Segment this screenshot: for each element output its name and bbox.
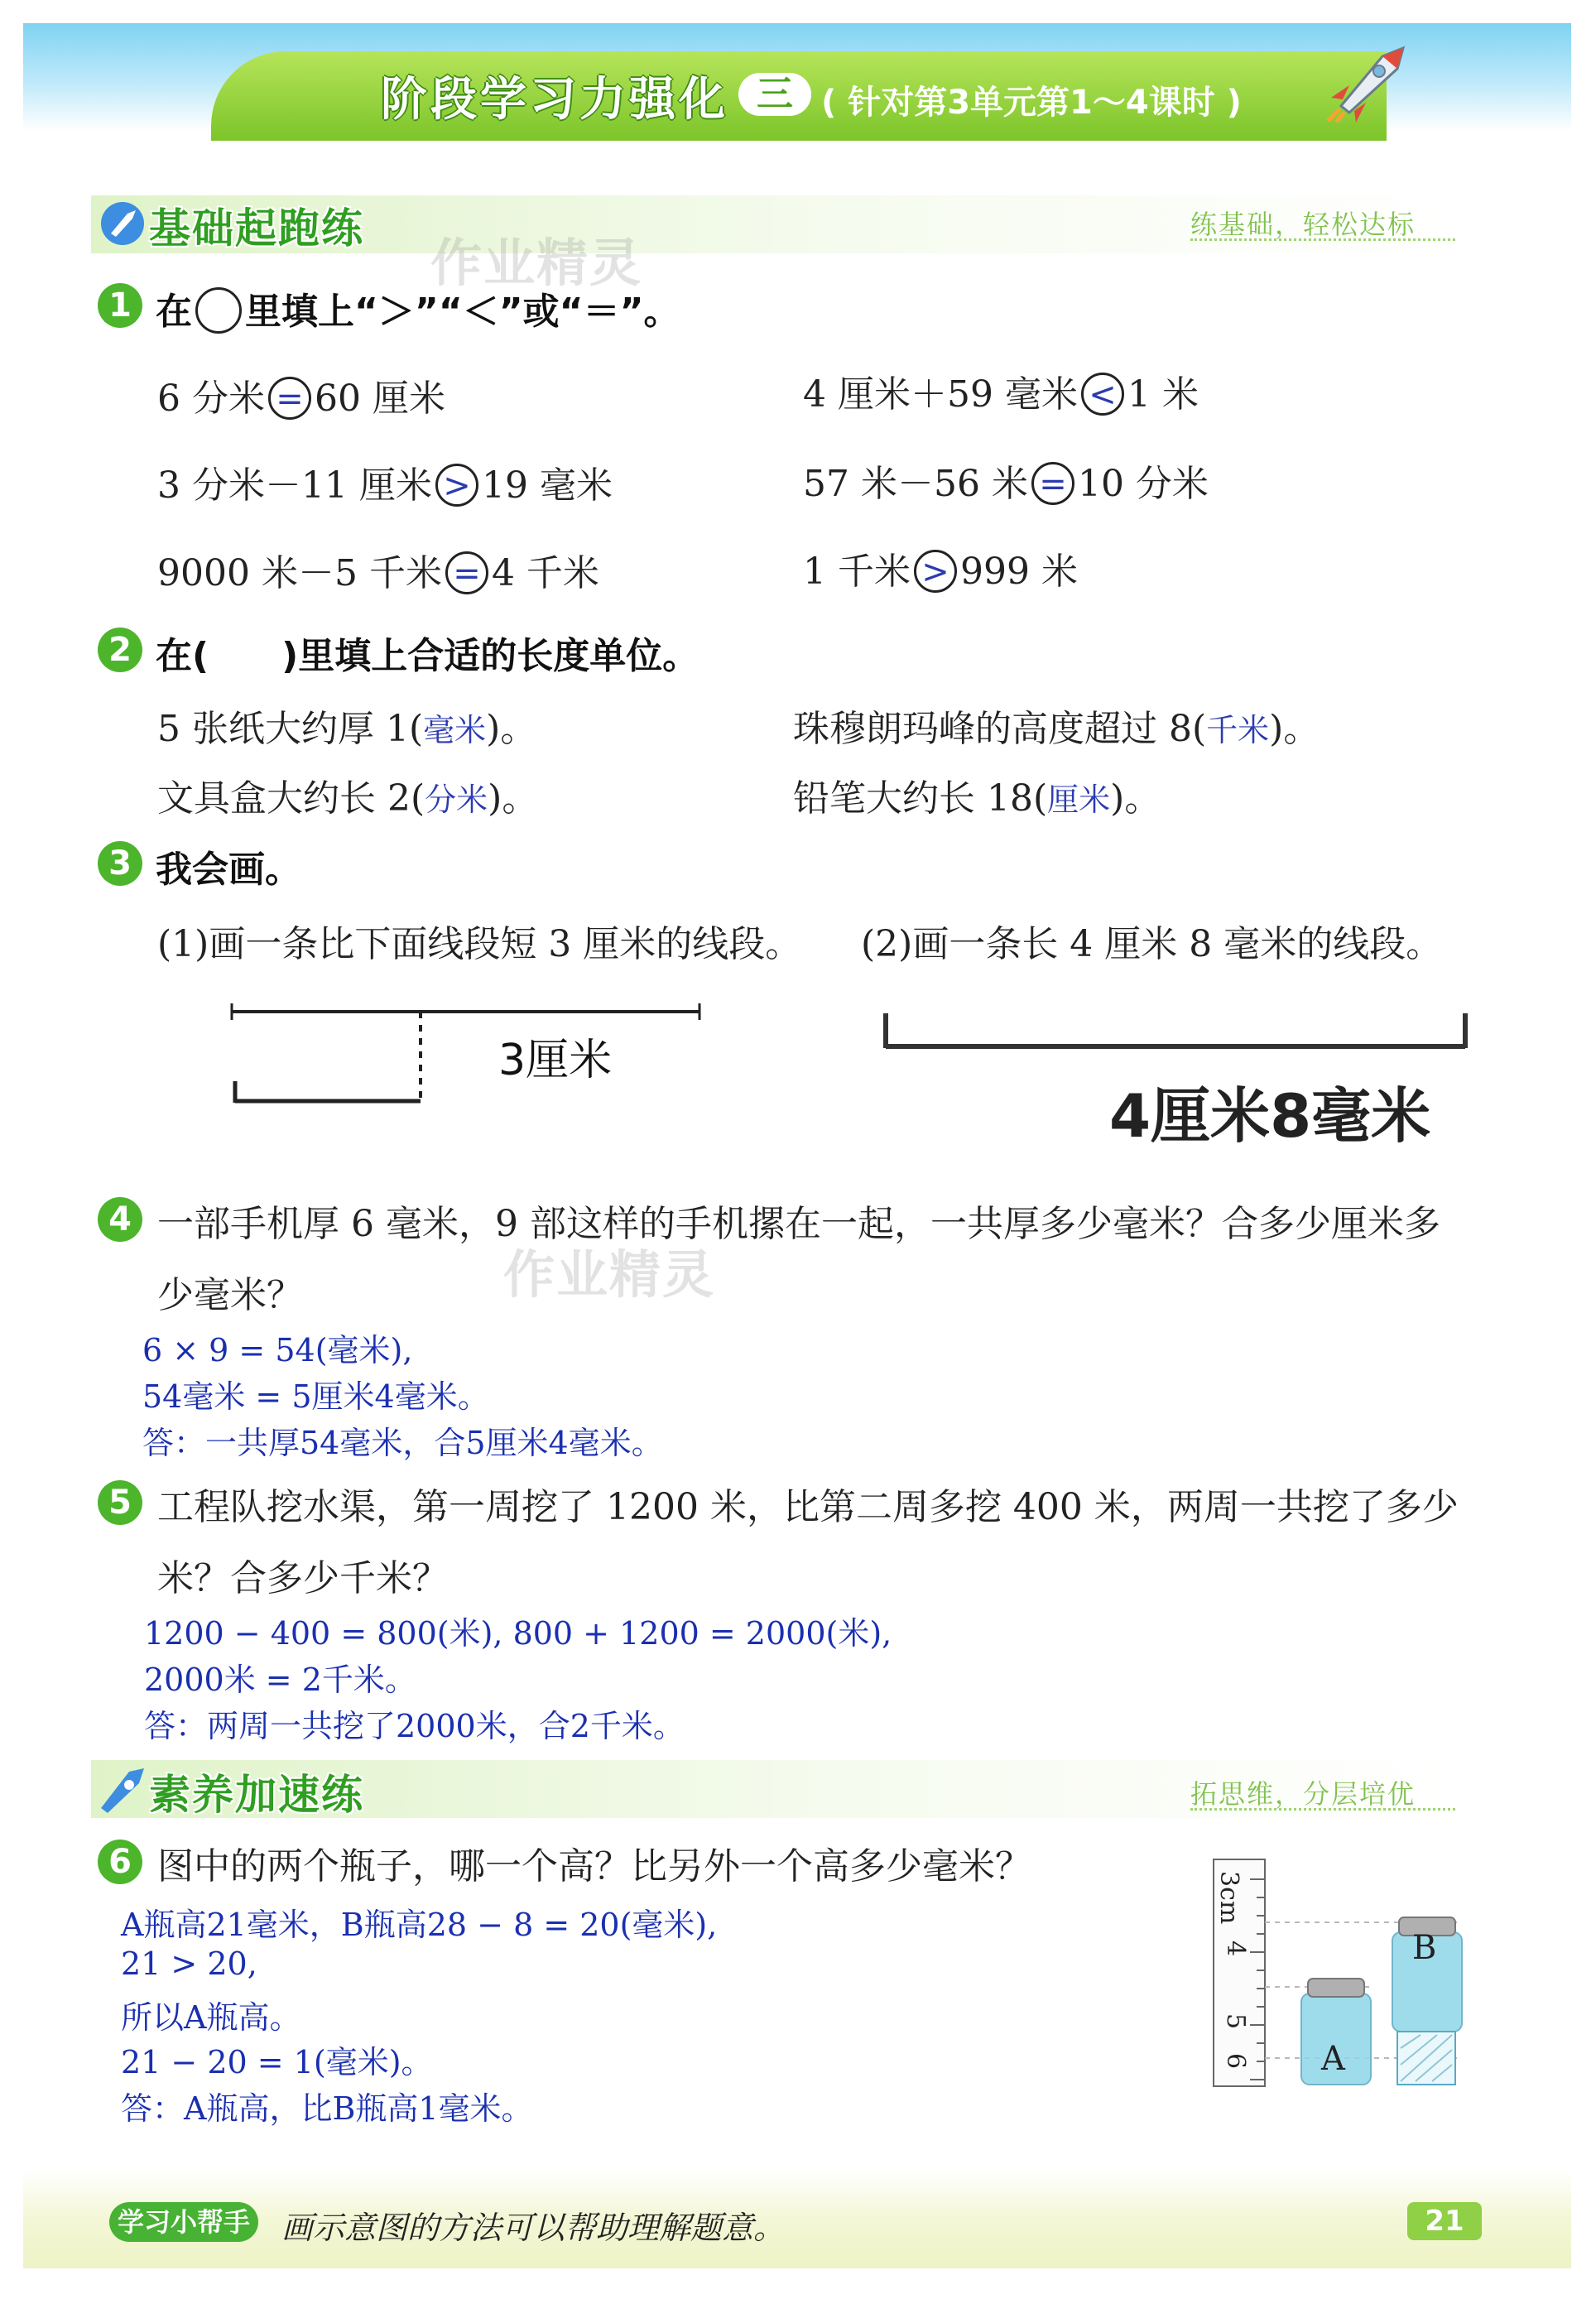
compare-left: 57 米－56 米	[803, 463, 1028, 505]
divider	[1190, 238, 1455, 241]
segment-label-2: 4厘米8毫米	[1109, 1081, 1431, 1151]
question-text: 图中的两个瓶子，哪一个高？比另外一个高多少毫米？	[157, 1845, 1031, 1888]
filled-answer: 厘米	[1047, 782, 1111, 818]
item-text: )。	[488, 777, 539, 820]
question-number: 5	[98, 1480, 142, 1525]
compare-item	[157, 543, 599, 598]
answer-line: 答：一共厚54毫米，合5厘米4毫米。	[142, 1425, 663, 1461]
compare-right: 10 分米	[1077, 463, 1209, 505]
item-text: 铅笔大约长 18(	[793, 777, 1048, 820]
answer-line: A瓶高21毫米，B瓶高28 − 8 = 20(毫米),	[121, 1907, 718, 1943]
ruler-label: 3cm	[1214, 1871, 1243, 1925]
compare-left: 4 厘米＋59 毫米	[803, 373, 1078, 416]
section-title-advanced: 素养加速练	[149, 1771, 364, 1819]
compare-item	[157, 368, 445, 423]
bottle-b-label: B	[1412, 1929, 1437, 1967]
compare-right: 60 厘米	[314, 378, 445, 420]
answer-line: 答：两周一共挖了2000米，合2千米。	[144, 1708, 685, 1744]
compare-right: 19 毫米	[481, 464, 613, 507]
question-text: 一部手机厚 6 毫米，9 部这样的手机摞在一起，一共厚多少毫米？合多少厘米多	[157, 1203, 1440, 1245]
answer-line: 6 × 9 = 54(毫米),	[142, 1332, 413, 1368]
compare-sign: =	[268, 377, 311, 420]
compare-sign: =	[445, 551, 488, 594]
item-text: )。	[1269, 708, 1320, 750]
watermark: 作业精灵	[503, 1244, 716, 1305]
item-text: 5 张纸大约厚 1(	[157, 708, 424, 750]
compare-item	[803, 541, 1078, 596]
question-text: 工程队挖水渠，第一周挖了 1200 米，比第二周多挖 400 米，两周一共挖了多少	[157, 1486, 1459, 1528]
answer-line: 所以A瓶高。	[121, 1999, 301, 2036]
question-prompt: 在( )里填上合适的长度单位。	[156, 635, 699, 677]
question-number: 1	[98, 283, 142, 328]
draw-subquestion-2: (2)画一条长 4 厘米 8 毫米的线段。	[861, 923, 1443, 965]
prompt-text: 在	[156, 291, 192, 333]
compare-right: 1 米	[1127, 373, 1199, 416]
question-number: 4	[98, 1197, 142, 1242]
item-text: )。	[1110, 777, 1161, 820]
compare-item	[803, 454, 1209, 508]
filled-answer: 分米	[425, 782, 488, 818]
answer-line: 2000米 = 2千米。	[144, 1662, 416, 1698]
answer-line: 1200 − 400 = 800(米), 800 + 1200 = 2000(米),	[144, 1615, 892, 1652]
rocket-badge-icon	[98, 199, 147, 248]
unit-item	[793, 768, 1161, 821]
section-tag-advanced: 拓思维，分层培优	[1190, 1778, 1416, 1810]
section-tag-basic: 练基础，轻松达标	[1190, 209, 1416, 240]
page-subtitle: ( 针对第3单元第1～4课时 )	[821, 84, 1242, 122]
prompt-text: 里填上“＞”“＜”或“＝”。	[245, 291, 680, 333]
rocket-badge-icon	[96, 1765, 151, 1815]
unit-item	[793, 699, 1320, 752]
helper-badge: 学习小帮手	[109, 2202, 258, 2242]
compare-sign: =	[1031, 462, 1074, 505]
ruler-label: 6	[1221, 2053, 1250, 2070]
compare-right: 999 米	[959, 551, 1078, 593]
item-text: )。	[486, 708, 537, 750]
item-text: 珠穆朗玛峰的高度超过 8(	[793, 708, 1207, 750]
answer-line: 21 > 20,	[121, 1945, 257, 1982]
segment-label-1: 3厘米	[498, 1036, 613, 1085]
question-prompt: 我会画。	[156, 849, 301, 891]
filled-answer: 毫米	[423, 712, 487, 748]
divider	[1190, 1808, 1455, 1811]
compare-left: 1 千米	[803, 551, 911, 593]
question-prompt	[156, 281, 680, 337]
filled-answer: 千米	[1206, 712, 1270, 748]
question-text: 少毫米？	[157, 1274, 303, 1316]
compare-item	[157, 455, 613, 510]
unit-item	[157, 699, 536, 752]
compare-sign: >	[914, 550, 957, 593]
question-number: 3	[98, 841, 142, 886]
item-text: 文具盒大约长 2(	[157, 777, 425, 820]
blank-circle	[195, 287, 242, 334]
compare-left: 6 分米	[157, 378, 265, 420]
page-title: 阶段学习力强化	[381, 73, 728, 127]
compare-right: 4 千米	[491, 552, 599, 594]
stage-number-badge: 三	[738, 73, 811, 116]
ruler-label: 5	[1221, 2013, 1250, 2030]
rocket-icon	[1324, 40, 1416, 123]
answer-line: 答：A瓶高，比B瓶高1毫米。	[121, 2090, 533, 2127]
unit-item	[157, 768, 538, 821]
compare-sign: >	[435, 464, 478, 507]
bottle-a-label: A	[1321, 2040, 1345, 2078]
ruler-label: 4	[1221, 1941, 1250, 1957]
question-text: 米？合多少千米？	[157, 1557, 449, 1599]
segment-drawing-1	[207, 977, 720, 1134]
draw-subquestion-1: (1)画一条比下面线段短 3 厘米的线段。	[157, 923, 802, 965]
compare-left: 3 分米－11 厘米	[157, 464, 432, 507]
compare-left: 9000 米－5 千米	[157, 552, 442, 594]
question-number: 2	[98, 628, 142, 672]
compare-item	[803, 364, 1199, 419]
watermark: 作业精灵	[430, 233, 643, 293]
answer-line: 54毫米 = 5厘米4毫米。	[142, 1378, 489, 1415]
section-title-basic: 基础起跑练	[149, 204, 364, 252]
helper-text: 画示意图的方法可以帮助理解题意。	[281, 2210, 786, 2246]
page-number: 21	[1407, 2202, 1482, 2240]
question-number: 6	[98, 1840, 142, 1884]
compare-sign: <	[1081, 373, 1124, 416]
answer-line: 21 − 20 = 1(毫米)。	[121, 2044, 433, 2080]
